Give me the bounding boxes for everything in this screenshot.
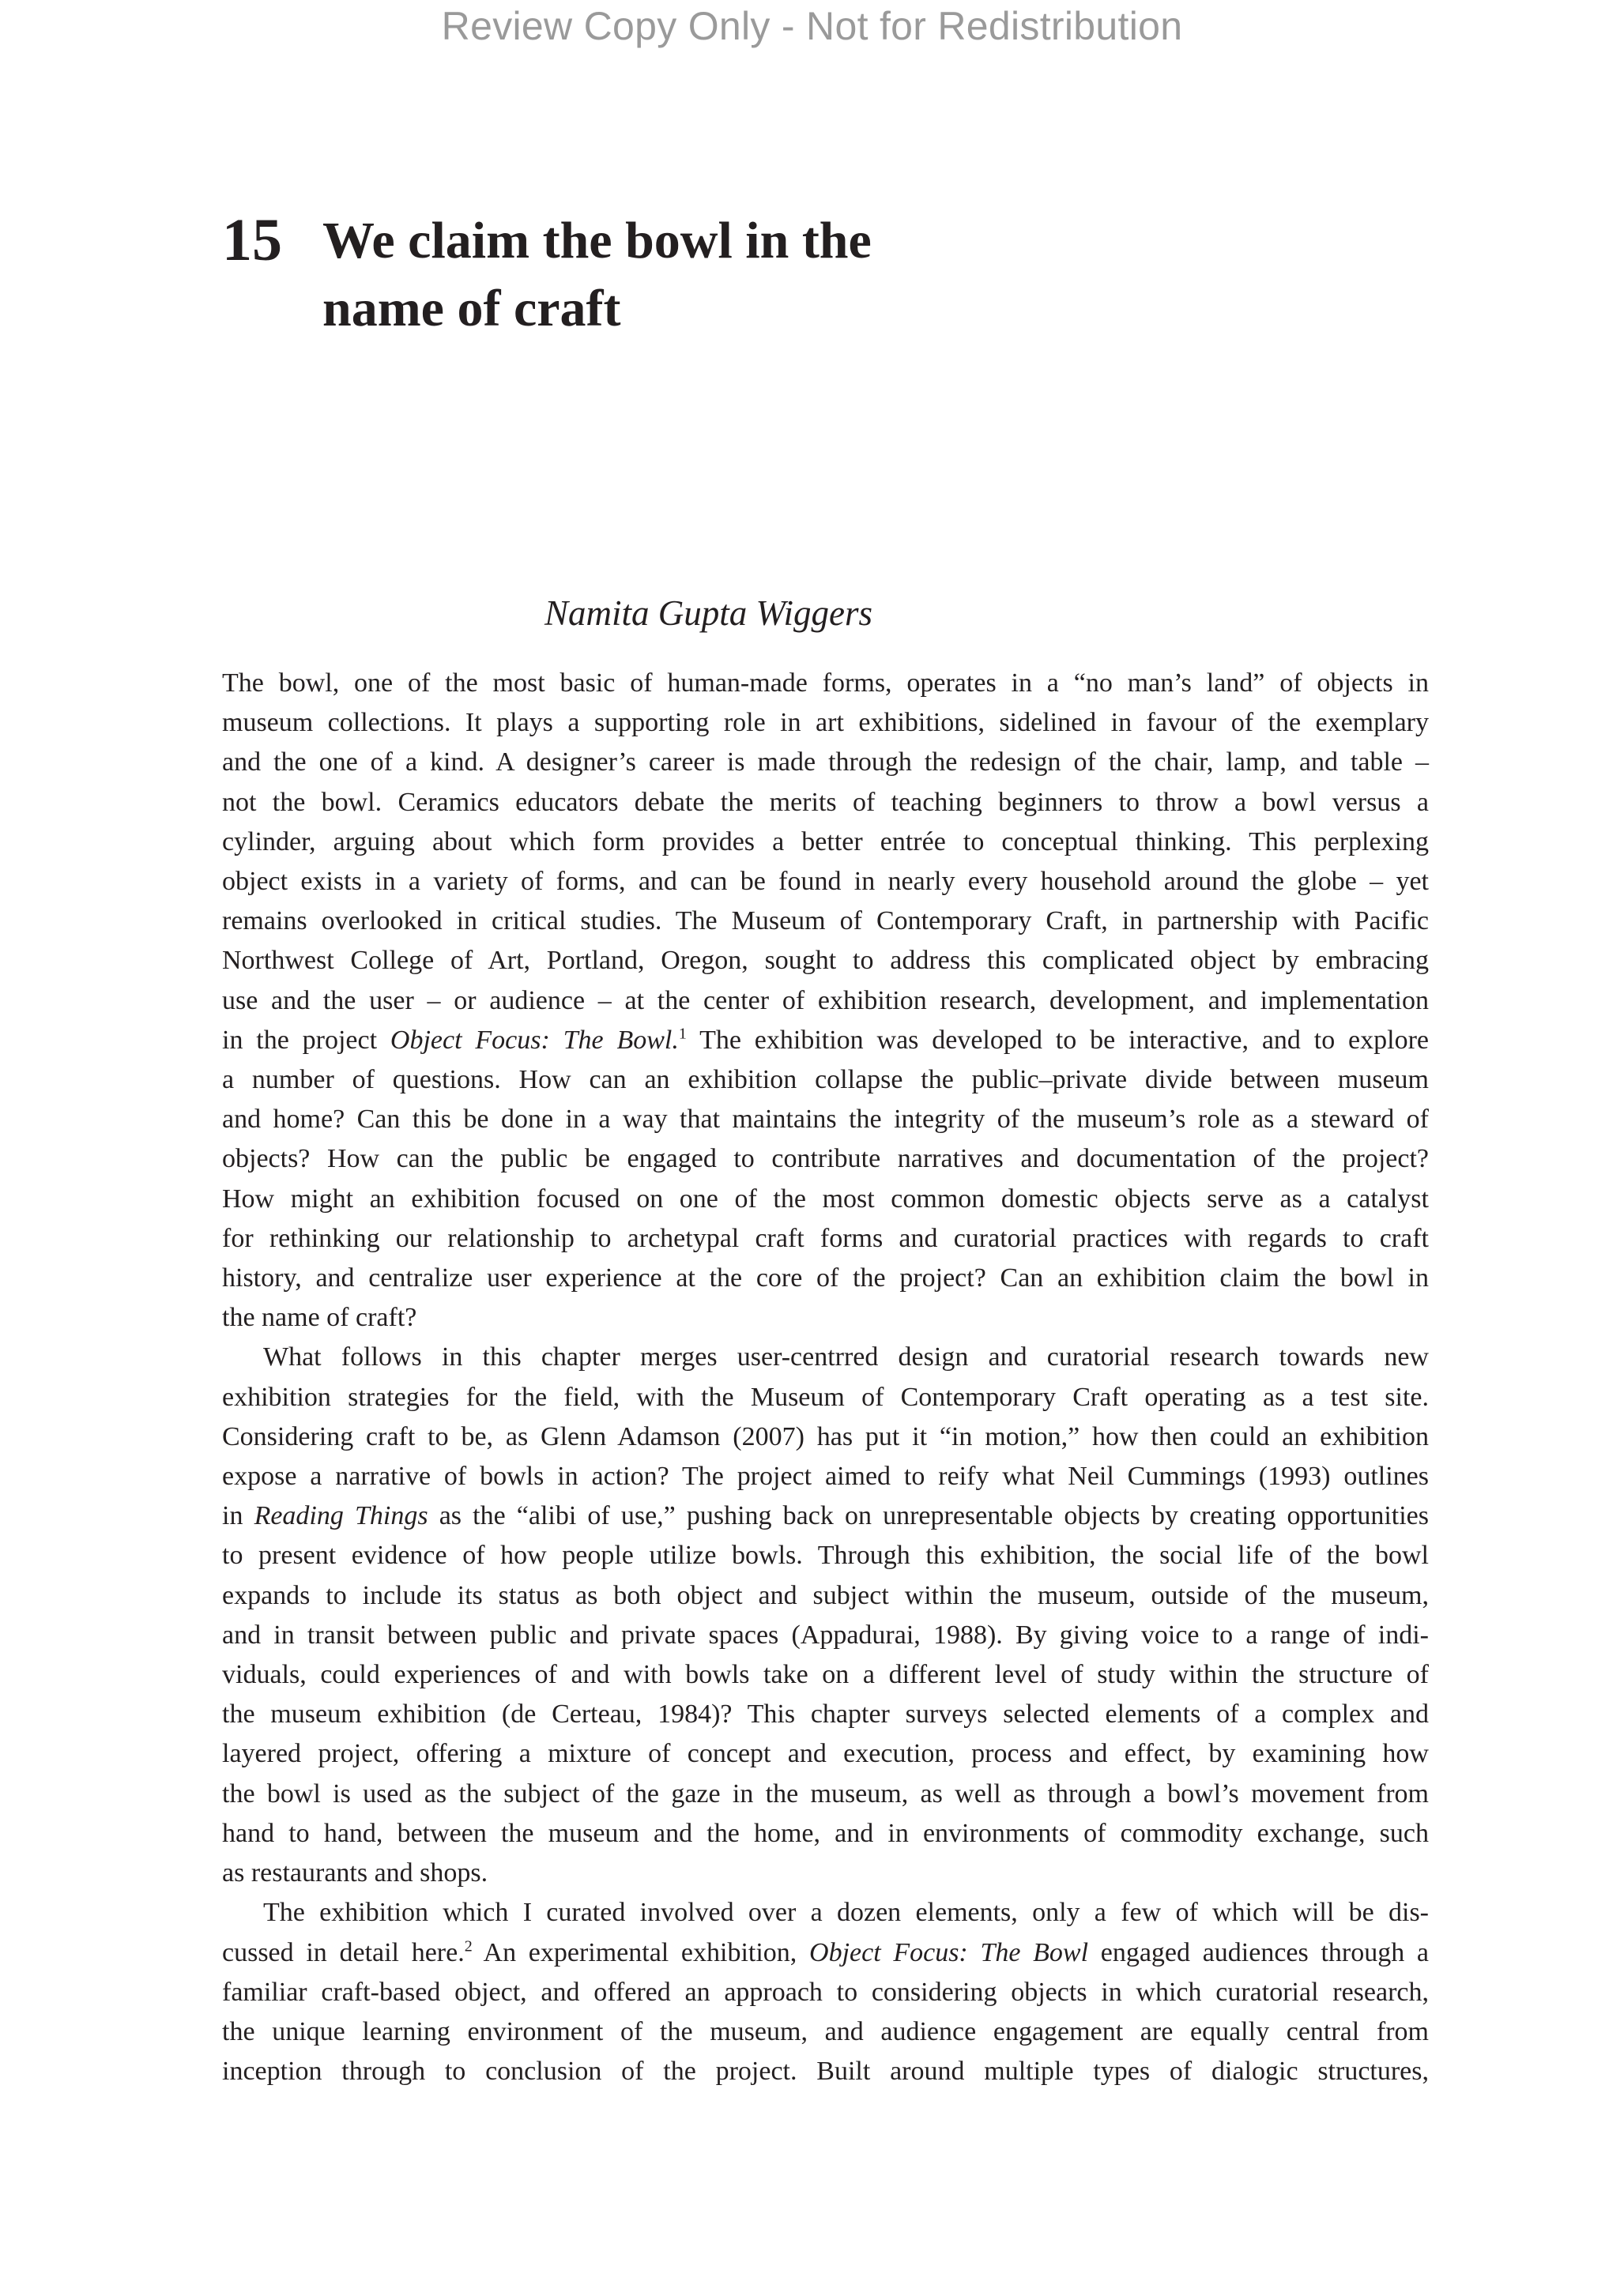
text-run: in	[222, 1501, 254, 1531]
text-line: Considering craft to be, as Glenn Adamson (2007) has put it “in motion,” how then could an exhibition	[222, 1421, 1429, 1451]
paragraph	[222, 1338, 1429, 1893]
text-run: cussed in detail here.	[222, 1937, 465, 1967]
paragraph	[222, 664, 1429, 1338]
text-line: use and the user – or audience – at the center of exhibition research, development, and implementation	[222, 985, 1429, 1015]
text-line: the museum exhibition (de Certeau, 1984)? This chapter surveys selected elements of a complex and	[222, 1699, 1429, 1730]
footnote-marker: 1	[678, 1025, 687, 1043]
text-run: An experimental exhibition,	[472, 1937, 810, 1967]
text-line: hand to hand, between the museum and the home, and in environments of commodity exchange, such	[222, 1818, 1429, 1848]
paragraph	[222, 1893, 1429, 2091]
text-line: the name of craft?	[222, 1303, 417, 1333]
book-title: Reading Things	[254, 1501, 428, 1531]
text-line	[222, 1496, 1429, 1536]
text-line: the unique learning environment of the museum, and audience engagement are equally central from	[222, 2016, 1429, 2046]
text-line: museum collections. It plays a supporting role in art exhibitions, sidelined in favour of the exemplary	[222, 708, 1429, 738]
chapter-title	[322, 207, 1113, 343]
text-line: the bowl is used as the subject of the gaze in the museum, as well as through a bowl’s movement from	[222, 1778, 1429, 1809]
chapter-author: Namita Gupta Wiggers	[544, 593, 873, 633]
text-line: history, and centralize user experience at the core of the project? Can an exhibition claim the bowl in	[222, 1263, 1429, 1293]
text-line: as restaurants and shops.	[222, 1858, 488, 1888]
text-line: cylinder, arguing about which form provides a better entrée to conceptual thinking. This perplexing	[222, 826, 1429, 856]
text-line: layered project, offering a mixture of concept and execution, process and effect, by examining how	[222, 1739, 1429, 1769]
chapter-title-line: We claim the bowl in the	[322, 212, 872, 269]
text-line: and home? Can this be done in a way that maintains the integrity of the museum’s role as a steward of	[222, 1105, 1429, 1135]
exhibition-title: Object Focus: The Bowl	[809, 1937, 1089, 1967]
text-run: engaged audiences through a	[1088, 1937, 1429, 1967]
text-line: inception through to conclusion of the project. Built around multiple types of dialogic structures,	[222, 2057, 1429, 2087]
text-run: .	[672, 1025, 679, 1055]
footnote-marker: 2	[464, 1937, 473, 1955]
exhibition-title: Object Focus: The Bowl	[390, 1025, 673, 1055]
text-line: not the bowl. Ceramics educators debate the merits of teaching beginners to throw a bowl versus a	[222, 787, 1429, 817]
text-line	[222, 1933, 1429, 1973]
text-line: expose a narrative of bowls in action? The project aimed to reify what Neil Cummings (1993) outlines	[222, 1462, 1429, 1492]
text-line: expands to include its status as both object and subject within the museum, outside of the museum,	[222, 1580, 1429, 1610]
text-line	[222, 1021, 1429, 1060]
text-line: and in transit between public and private spaces (Appadurai, 1988). By giving voice to a range of indi-	[222, 1620, 1429, 1650]
text-line: to present evidence of how people utilize bowls. Through this exhibition, the social life of the bowl	[222, 1541, 1429, 1571]
text-line: The bowl, one of the most basic of human-made forms, operates in a “no man’s land” of objects in	[222, 668, 1429, 698]
text-run: as the “alibi of use,” pushing back on unrepresentable objects by creating opportunities	[428, 1501, 1429, 1531]
chapter-title-line: name of craft	[322, 280, 621, 337]
text-line: object exists in a variety of forms, and can be found in nearly every household around the globe – yet	[222, 867, 1429, 897]
text-line: for rethinking our relationship to archetypal craft forms and curatorial practices with regards to craft	[222, 1223, 1429, 1253]
watermark: Review Copy Only - Not for Redistribution	[441, 4, 1183, 48]
text-line: exhibition strategies for the field, with the Museum of Contemporary Craft operating as a test site.	[222, 1382, 1429, 1412]
chapter-number: 15	[222, 207, 282, 273]
text-line: Northwest College of Art, Portland, Oregon, sought to address this complicated object by embracing	[222, 946, 1429, 976]
text-line: objects? How can the public be engaged to contribute narratives and documentation of the project?	[222, 1144, 1429, 1174]
text-line: and the one of a kind. A designer’s career is made through the redesign of the chair, lamp, and table –	[222, 747, 1429, 777]
text-line: remains overlooked in critical studies. The Museum of Contemporary Craft, in partnership with Pacific	[222, 906, 1429, 936]
text-line: viduals, could experiences of and with bowls take on a different level of study within the structure of	[222, 1660, 1429, 1690]
text-line: How might an exhibition focused on one of the most common domestic objects serve as a catalyst	[222, 1184, 1429, 1214]
body-text	[222, 664, 1429, 2091]
text-line: The exhibition which I curated involved over a dozen elements, only a few of which will be dis-	[263, 1898, 1429, 1928]
text-line: What follows in this chapter merges user-centrred design and curatorial research towards new	[263, 1342, 1429, 1372]
text-line: familiar craft-based object, and offered an approach to considering objects in which curatorial research,	[222, 1977, 1429, 2007]
text-run: The exhibition was developed to be interactive, and to explore	[686, 1025, 1429, 1055]
text-line: a number of questions. How can an exhibition collapse the public–private divide between museum	[222, 1065, 1429, 1095]
text-run: in the project	[222, 1025, 390, 1055]
